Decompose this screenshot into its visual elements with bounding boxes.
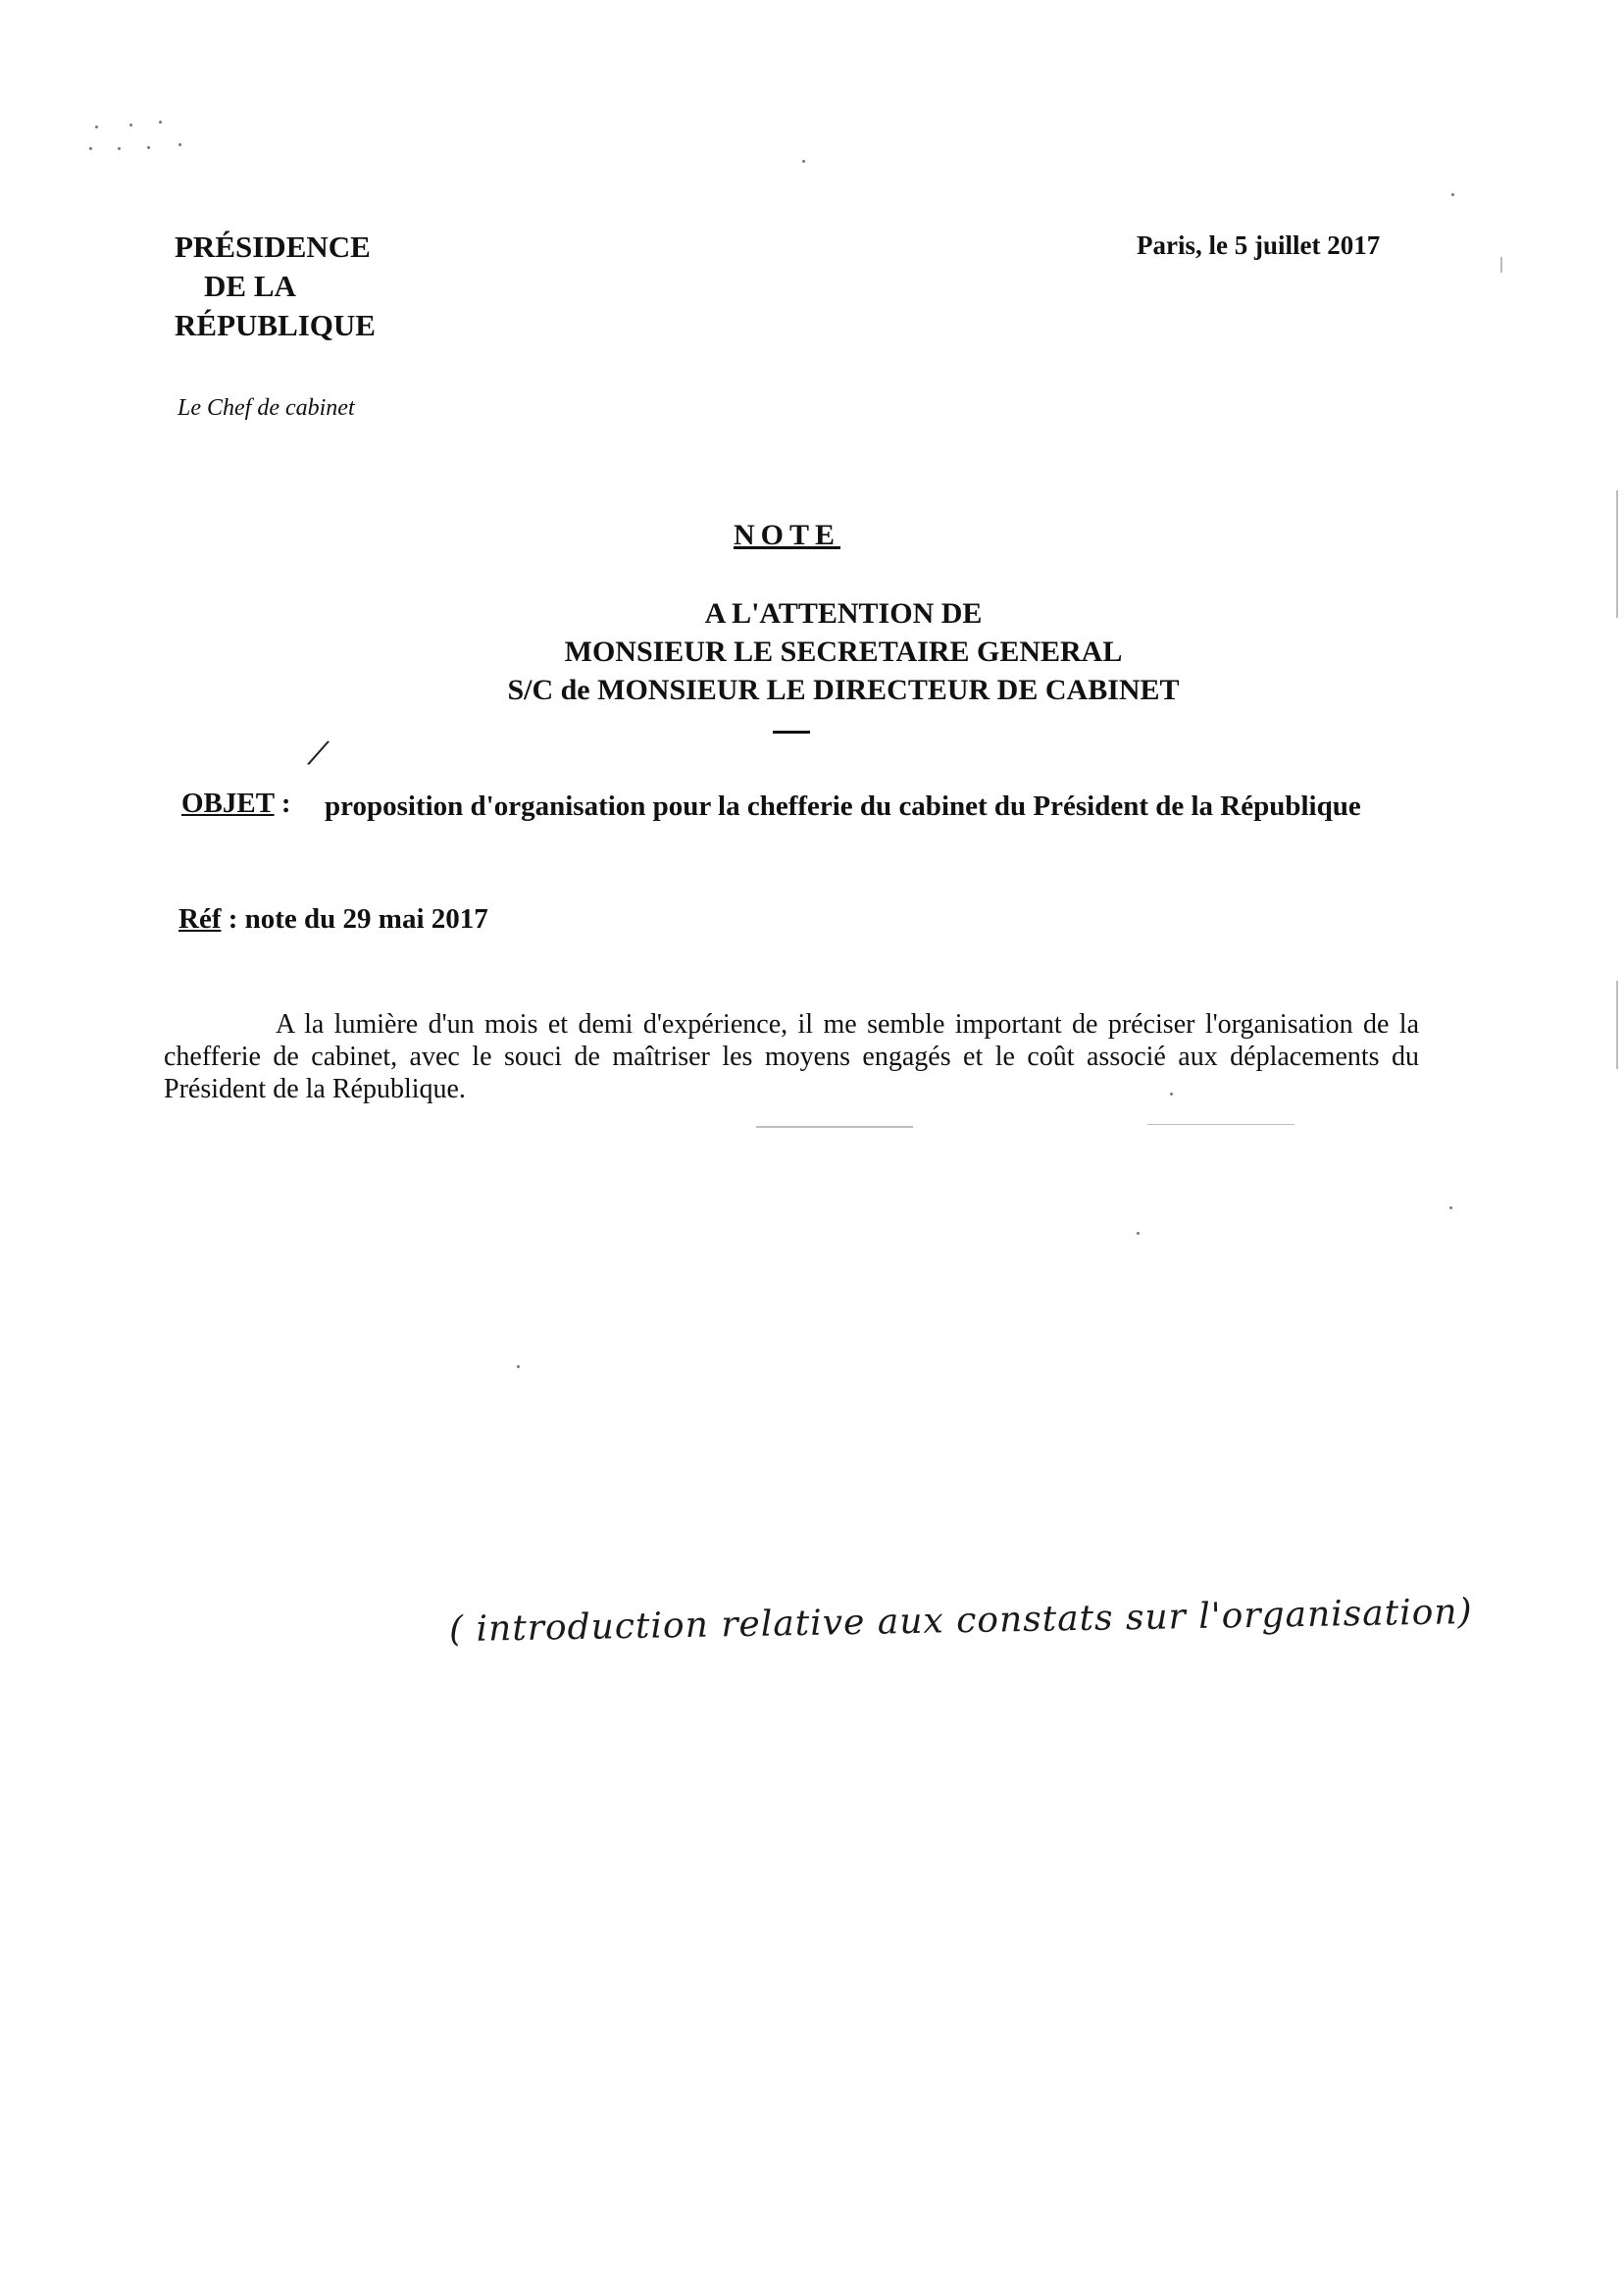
reference-line	[178, 903, 488, 936]
pen-mark: /	[306, 730, 330, 777]
note-title: NOTE	[734, 519, 841, 551]
handwritten-annotation: ( introduction relative aux constats sur l'organisation)	[448, 1592, 1473, 1651]
separator-dash	[773, 731, 810, 734]
scan-artifact	[129, 124, 132, 127]
object-label	[181, 788, 290, 820]
scan-artifact	[1451, 193, 1454, 196]
body-paragraph: A la lumière d'un mois et demi d'expérience, il me semble important de préciser l'organisation de la chefferie de cabinet, avec le souci de maîtriser les moyens engagés et le coût associé aux déplacements du Président de la République.	[164, 1009, 1419, 1104]
scan-artifact	[1449, 1206, 1452, 1209]
scan-artifact	[756, 1126, 913, 1128]
scan-artifact	[159, 121, 162, 124]
document-date: Paris, le 5 juillet 2017	[1137, 230, 1381, 260]
letterhead-organization	[175, 228, 449, 345]
scan-artifact	[118, 147, 121, 150]
organization-line: PRÉSIDENCE	[175, 229, 371, 264]
letterhead-subtitle: Le Chef de cabinet	[178, 395, 355, 421]
scan-artifact	[1616, 981, 1618, 1069]
scan-artifact	[802, 160, 805, 163]
attention-line: A L'ATTENTION DE	[704, 597, 983, 630]
object-label-text: OBJET	[181, 788, 275, 819]
object-separator: :	[274, 788, 291, 819]
attention-line: MONSIEUR LE SECRETAIRE GENERAL	[564, 636, 1123, 668]
scan-artifact	[178, 143, 181, 146]
scan-artifact	[517, 1365, 520, 1368]
scan-artifact	[95, 126, 98, 128]
attention-block	[353, 594, 1334, 709]
scan-artifact	[147, 146, 150, 149]
organization-line: DE LA	[204, 269, 296, 303]
object-text: proposition d'organisation pour la chefferie du cabinet du Président de la République	[325, 790, 1361, 822]
reference-text: : note du 29 mai 2017	[228, 903, 488, 935]
scan-artifact	[1137, 1232, 1140, 1235]
organization-line: RÉPUBLIQUE	[175, 308, 376, 342]
attention-line: S/C de MONSIEUR LE DIRECTEUR DE CABINET	[507, 674, 1180, 706]
scan-artifact	[1616, 490, 1618, 618]
reference-label: Réf	[178, 903, 222, 935]
scan-artifact	[89, 147, 92, 150]
scan-artifact	[1500, 257, 1502, 273]
scan-artifact	[1147, 1124, 1294, 1125]
